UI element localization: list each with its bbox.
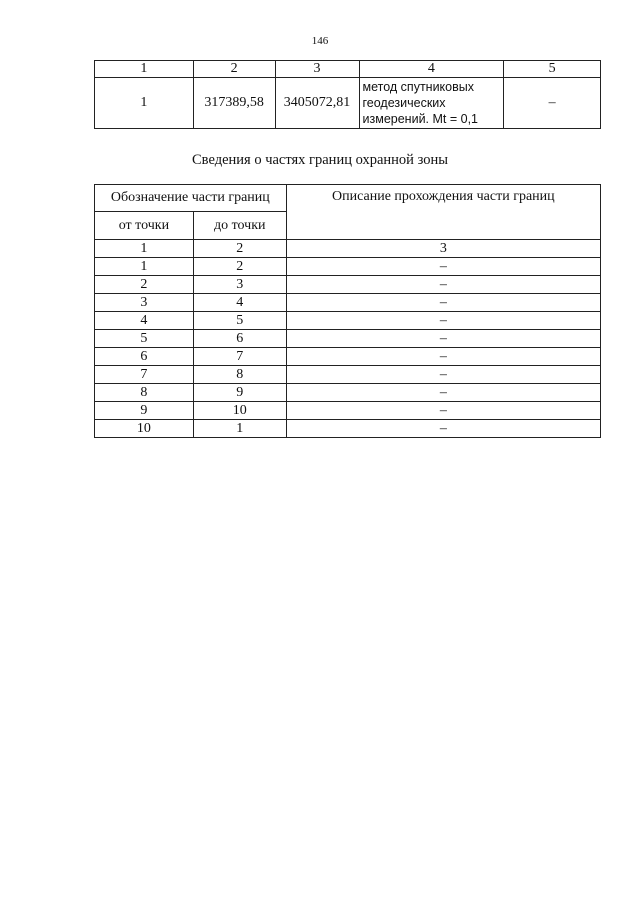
header-cell: 3 <box>275 61 359 78</box>
to-point-cell: 10 <box>193 402 286 420</box>
from-point-cell: 7 <box>95 366 194 384</box>
header-from-cell: от точки <box>95 212 194 240</box>
coordinates-table <box>94 60 601 129</box>
header-to-cell: до точки <box>193 212 286 240</box>
table-row <box>95 348 601 366</box>
method-line: метод спутниковых <box>362 80 474 94</box>
table-row <box>95 330 601 348</box>
x-coordinate-cell: 317389,58 <box>193 78 275 129</box>
description-cell: – <box>504 78 601 129</box>
to-point-cell: 8 <box>193 366 286 384</box>
from-point-cell: 10 <box>95 420 194 438</box>
table-row <box>95 384 601 402</box>
description-cell: – <box>286 348 600 366</box>
to-point-cell: 5 <box>193 312 286 330</box>
header-cell: 4 <box>359 61 504 78</box>
page-number: 146 <box>311 35 329 47</box>
header-cell: 2 <box>193 61 275 78</box>
to-point-cell: 2 <box>193 258 286 276</box>
to-point-cell: 9 <box>193 384 286 402</box>
from-point-cell: 1 <box>95 240 194 258</box>
description-cell: – <box>286 258 600 276</box>
table-row <box>95 240 601 258</box>
description-cell: 3 <box>286 240 600 258</box>
table-row <box>95 402 601 420</box>
to-point-cell: 6 <box>193 330 286 348</box>
to-point-cell: 3 <box>193 276 286 294</box>
table-row <box>95 420 601 438</box>
y-coordinate-cell: 3405072,81 <box>275 78 359 129</box>
point-number-cell: 1 <box>95 78 194 129</box>
method-line: геодезических <box>362 96 446 110</box>
description-cell: – <box>286 402 600 420</box>
description-cell: – <box>286 294 600 312</box>
from-point-cell: 2 <box>95 276 194 294</box>
description-cell: – <box>286 420 600 438</box>
parts-table-body <box>95 240 601 438</box>
from-point-cell: 6 <box>95 348 194 366</box>
from-point-cell: 3 <box>95 294 194 312</box>
table-row <box>95 276 601 294</box>
table-row <box>95 294 601 312</box>
description-cell: – <box>286 384 600 402</box>
from-point-cell: 4 <box>95 312 194 330</box>
description-cell: – <box>286 366 600 384</box>
to-point-cell: 1 <box>193 420 286 438</box>
table-row <box>95 312 601 330</box>
section-title: Сведения о частях границ охранной зоны <box>192 152 448 168</box>
method-cell <box>359 78 504 129</box>
from-point-cell: 1 <box>95 258 194 276</box>
to-point-cell: 4 <box>193 294 286 312</box>
description-cell: – <box>286 330 600 348</box>
header-description-cell: Описание прохождения части границ <box>286 185 600 240</box>
header-cell: 5 <box>504 61 601 78</box>
parts-header-row <box>95 185 601 212</box>
method-line: измерений. Mt = 0,1 <box>362 112 479 126</box>
table-row <box>95 258 601 276</box>
coordinates-data-row <box>95 78 601 129</box>
description-cell: – <box>286 276 600 294</box>
description-cell: – <box>286 312 600 330</box>
table-row <box>95 366 601 384</box>
to-point-cell: 2 <box>193 240 286 258</box>
coordinates-header-row <box>95 61 601 78</box>
header-group-cell: Обозначение части границ <box>95 185 287 212</box>
boundary-parts-table <box>94 184 601 438</box>
to-point-cell: 7 <box>193 348 286 366</box>
from-point-cell: 8 <box>95 384 194 402</box>
header-cell: 1 <box>95 61 194 78</box>
from-point-cell: 9 <box>95 402 194 420</box>
from-point-cell: 5 <box>95 330 194 348</box>
